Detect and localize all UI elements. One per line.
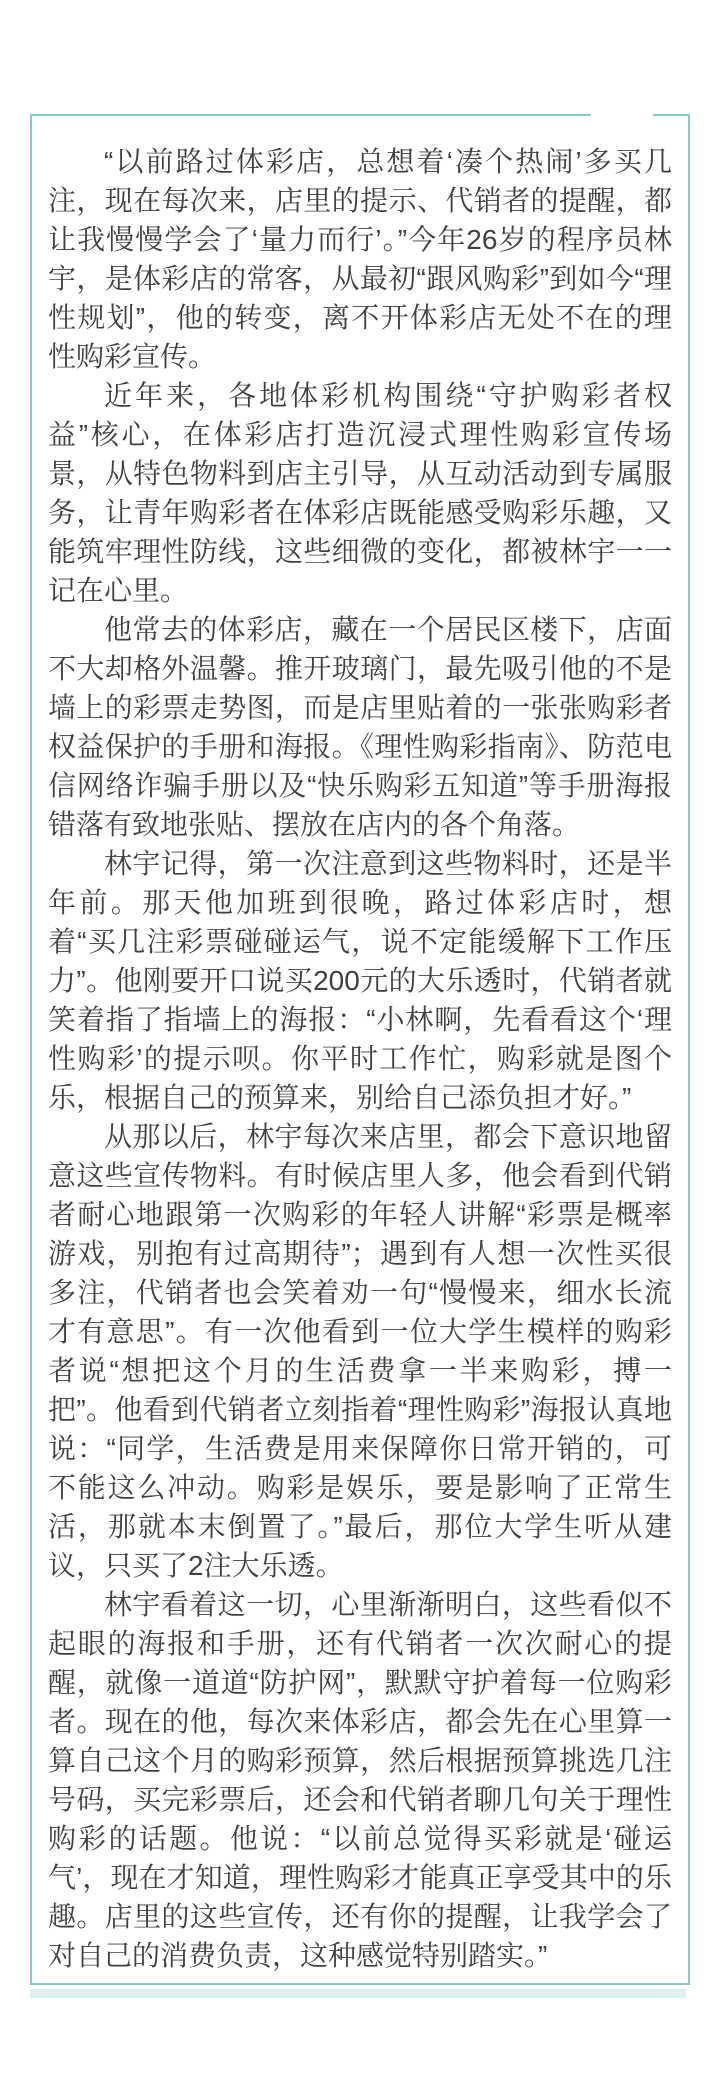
paragraph: 近年来，各地体彩机构围绕“守护购彩者权益”核心，在体彩店打造沉浸式理性购彩宣传场景，从特色物料到店主引导，从互动活动到专属服务，让青年购彩者在体彩店既能感受购彩乐趣，又能筑牢理性防线，这些细微的变化，都被林宇一一记在心里。 [48, 380, 672, 606]
paragraph: “以前路过体彩店，总想着‘凑个热闹’多买几注，现在每次来，店里的提示、代销者的提醒，都让我慢慢学会了‘量力而行’。”今年26岁的程序员林宇，是体彩店的常客，从最初“跟风购彩”到如今“理性规划”，他的转变，离不开体彩店无处不在的理性购彩宣传。 [48, 146, 672, 372]
article-body [32, 116, 688, 1975]
paragraph: 林宇看着这一切，心里渐渐明白，这些看似不起眼的海报和手册，还有代销者一次次耐心的提醒，就像一道道“防护网”，默默守护着每一位购彩者。现在的他，每次来体彩店，都会先在心里算一算自己这个月的购彩预算，然后根据预算挑选几注号码，买完彩票后，还会和代销者聊几句关于理性购彩的话题。他说：“以前总觉得买彩就是‘碰运气’，现在才知道，理性购彩才能真正享受其中的乐趣。店里的这些宣传，还有你的提醒，让我学会了对自己的消费负责，这种感觉特别踏实。” [48, 1589, 672, 1971]
article-card [30, 114, 690, 1985]
card-top-border-gap [591, 114, 653, 116]
paragraph: 从那以后，林宇每次来店里，都会下意识地留意这些宣传物料。有时候店里人多，他会看到代销者耐心地跟第一次购彩的年轻人讲解“彩票是概率游戏，别抱有过高期待”；遇到有人想一次性买很多注，代销者也会笑着劝一句“慢慢来，细水长流才有意思”。有一次他看到一位大学生模样的购彩者说“想把这个月的生活费拿一半来购彩，搏一把”。他看到代销者立刻指着“理性购彩”海报认真地说：“同学，生活费是用来保障你日常开销的，可不能这么冲动。购彩是娱乐，要是影响了正常生活，那就本末倒置了。”最后，那位大学生听从建议，只买了2注大乐透。 [48, 1121, 672, 1581]
paragraph: 他常去的体彩店，藏在一个居民区楼下，店面不大却格外温馨。推开玻璃门，最先吸引他的不是墙上的彩票走势图，而是店里贴着的一张张购彩者权益保护的手册和海报。《理性购彩指南》、防范电信网络诈骗手册以及“快乐购彩五知道”等手册海报错落有致地张贴、摆放在店内的各个角落。 [48, 614, 672, 840]
paragraph: 林宇记得，第一次注意到这些物料时，还是半年前。那天他加班到很晚，路过体彩店时，想着“买几注彩票碰碰运气，说不定能缓解下工作压力”。他刚要开口说买200元的大乐透时，代销者就笑着指了指墙上的海报：“小林啊，先看看这个‘理性购彩’的提示呗。你平时工作忙，购彩就是图个乐，根据自己的预算来，别给自己添负担才好。” [48, 848, 672, 1113]
card-shadow-strip [30, 1989, 686, 1998]
